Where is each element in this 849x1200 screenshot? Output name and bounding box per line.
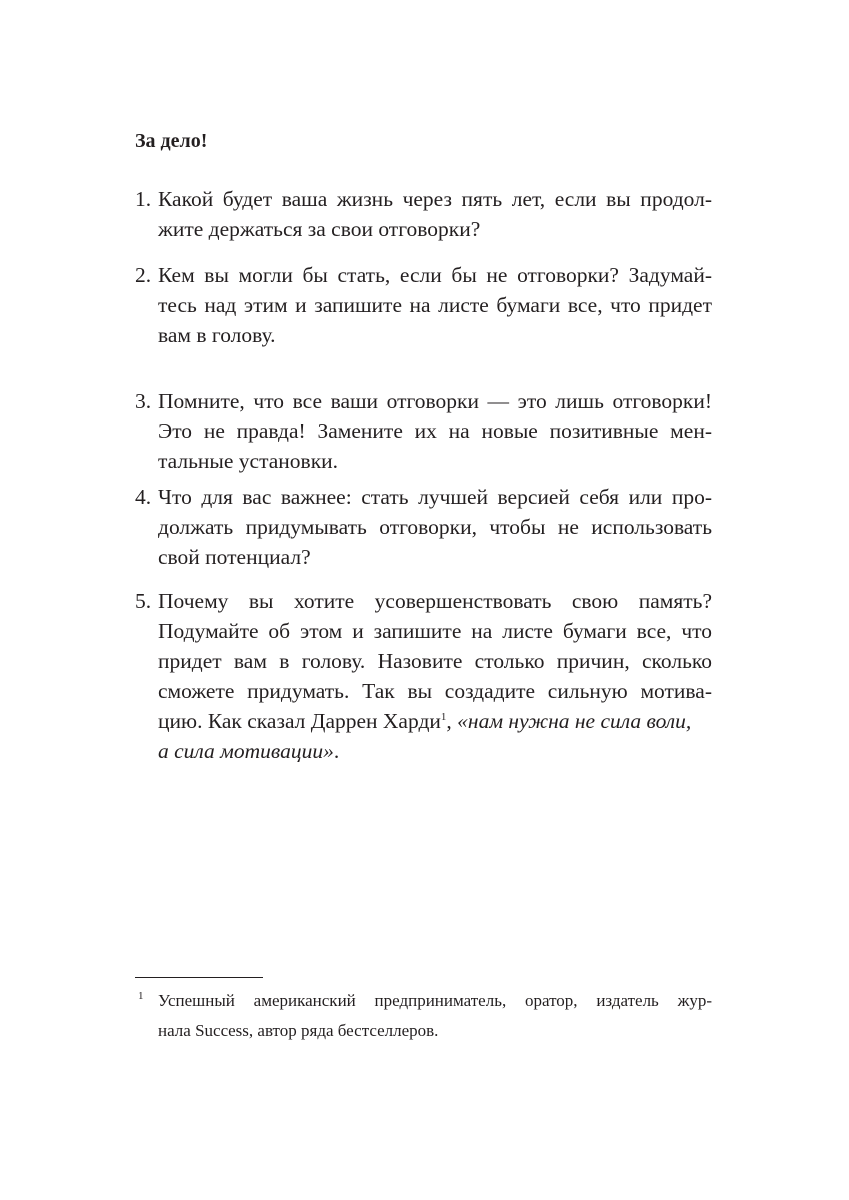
footnote-divider xyxy=(135,977,263,978)
text-line: Какой будет ваша жизнь через пять лет, если вы продол- xyxy=(158,187,712,211)
text-line: Помните, что все ваши отговорки — это лишь отговорки! xyxy=(158,389,712,413)
item-number: 3. xyxy=(135,389,152,413)
list-item xyxy=(135,386,712,476)
text-line: Кем вы могли бы стать, если бы не отговорки? Задумай- xyxy=(158,263,712,287)
text-line: тесь над этим и запишите на листе бумаги все, что придет xyxy=(158,293,712,317)
list-item xyxy=(135,482,712,572)
quote-text: а сила мотивации» xyxy=(158,739,334,763)
item-number: 1. xyxy=(135,187,152,211)
list-item xyxy=(135,260,712,350)
list-item xyxy=(135,184,712,244)
section-heading: За дело! xyxy=(135,130,208,152)
item-number: 4. xyxy=(135,485,152,509)
text-line: Почему вы хотите усовершенствовать свою память? xyxy=(158,589,712,613)
text-line: жите держаться за свои отговорки? xyxy=(158,217,481,241)
text-line: придет вам в голову. Назовите столько причин, сколько xyxy=(158,649,712,673)
text-line: тальные установки. xyxy=(158,449,339,473)
text-span: . xyxy=(333,739,340,763)
text-line: должать придумывать отговорки, чтобы не использовать xyxy=(158,515,712,539)
text-span: , xyxy=(446,709,458,733)
footnote xyxy=(135,986,712,1046)
quote-text: «нам нужна не сила воли, xyxy=(457,709,692,733)
text-line: свой потенциал? xyxy=(158,545,311,569)
footnote-line: нала Success, автор ряда бестселлеров. xyxy=(158,1021,439,1040)
text-span: цию. Как сказал Даррен Харди xyxy=(158,709,441,733)
footnote-reference[interactable]: 1 xyxy=(440,711,447,723)
text-line: сможете придумать. Так вы создадите сильную мотива- xyxy=(158,679,712,703)
text-line: Это не правда! Замените их на новые позитивные мен- xyxy=(158,419,712,443)
text-line xyxy=(158,706,712,736)
item-number: 5. xyxy=(135,589,152,613)
text-line: вам в голову. xyxy=(158,323,276,347)
text-line xyxy=(158,736,712,766)
text-line: Что для вас важнее: стать лучшей версией себя или про- xyxy=(158,485,712,509)
item-number: 2. xyxy=(135,263,152,287)
footnote-line: Успешный американский предприниматель, оратор, издатель жур- xyxy=(158,991,712,1010)
footnote-number: 1 xyxy=(138,990,144,1002)
list-item xyxy=(135,586,712,766)
text-line: Подумайте об этом и запишите на листе бумаги все, что xyxy=(158,619,712,643)
